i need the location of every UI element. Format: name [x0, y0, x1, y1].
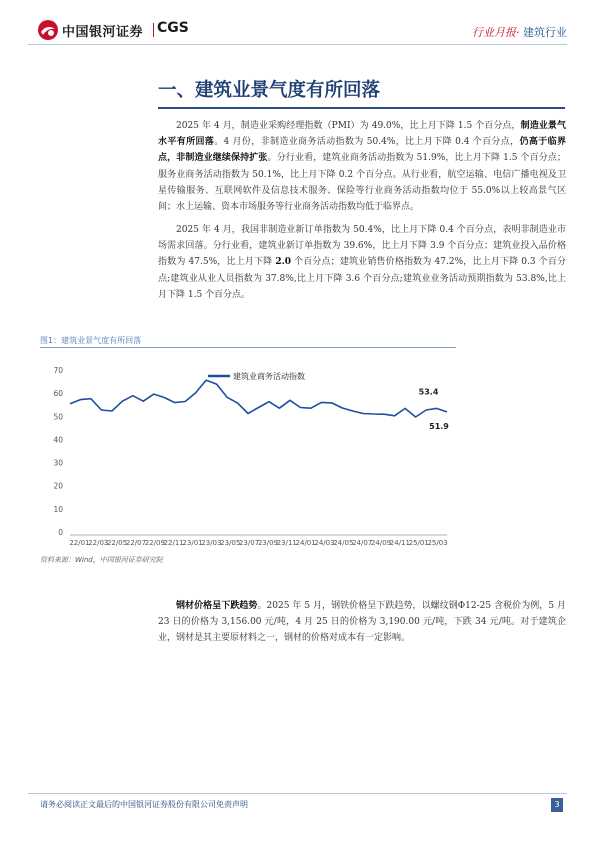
- x-tick-label: 22/11: [163, 539, 184, 547]
- figure-top-rule: [40, 347, 450, 348]
- x-tick-label: 24/07: [352, 539, 373, 547]
- y-tick-label: 70: [53, 366, 63, 375]
- series-line: [70, 380, 447, 417]
- data-label: 53.4: [418, 387, 439, 397]
- x-tick-label: 22/09: [144, 539, 165, 547]
- x-tick-label: 23/05: [220, 539, 241, 547]
- section-title: 一、建筑业景气度有所回落: [158, 80, 381, 101]
- x-tick-label: 23/11: [276, 539, 297, 547]
- text-bold: 制造业景气水平有所回落: [158, 121, 566, 148]
- text-run: 。分行业看，建筑业商务活动指数为 51.9%，比上月下降 1.5 个百分点；服务业商务活动指数为 50.1%，比上月下降 0.2 个百分点。从行业看，航空运输、电信广播电视及卫星传输服务、互联网软件及信息技术服务、保险等行业商务活动指数均位于 55.0%以上较高景气区间；水上运输、资本市场服务等行业商务活动指数均低于临界点。: [158, 153, 566, 213]
- y-tick-label: 10: [53, 504, 63, 514]
- x-tick-label: 25/03: [427, 539, 448, 547]
- y-tick-label: 20: [53, 481, 63, 491]
- report-type: 行业月报·: [472, 26, 520, 39]
- y-tick-label: 0: [58, 528, 63, 537]
- figure-caption: 图1：建筑业景气度有所回落: [40, 336, 142, 345]
- paragraph-new-orders: [158, 222, 566, 303]
- text-bold: 钢材价格呈下跌趋势: [176, 601, 258, 611]
- x-tick-label: 22/03: [88, 539, 109, 547]
- brand-divider: [153, 23, 154, 37]
- brand-logo-icon: [37, 19, 59, 41]
- x-tick-label: 25/01: [408, 539, 429, 547]
- industry-name: 建筑行业: [523, 26, 567, 39]
- footer-rule: [28, 793, 567, 794]
- text-run: 2025 年 4 月，制造业采购经理指数（PMI）为 49.0%，比上月下降 1.5 个百分点，: [176, 121, 521, 131]
- x-tick-label: 23/07: [238, 539, 260, 547]
- text-run: 。2025 年 5 月，钢铁价格呈下跌趋势，以螺纹钢Φ12-25 含税价为例，5 月 23 日的价格为 3,156.00 元/吨，4 月 25 日的价格为 3,190.00 元/吨，下跌 34 元/吨。对于建筑企业，钢材是其主要原材料之一，钢材的价格对成本有一定影响。: [158, 601, 566, 644]
- line-chart: [40, 350, 455, 555]
- x-tick-label: 24/09: [370, 539, 392, 547]
- x-tick-label: 24/03: [314, 539, 335, 547]
- x-tick-label: 24/11: [389, 539, 410, 547]
- x-tick-label: 23/03: [201, 539, 222, 547]
- y-tick-label: 60: [53, 389, 63, 399]
- x-tick-label: 22/07: [125, 539, 147, 547]
- y-tick-label: 50: [53, 412, 63, 422]
- figure-top-rule-end: [449, 347, 456, 348]
- text-run: 个百分点；建筑业销售价格指数为 47.2%，比上月下降 0.3 个百分点;建筑业从业人员指数为 37.8%,比上月下降 3.6 个百分点;建筑业业务活动预期指数为 53.8%,比上月下降 1.5 个百分点。: [158, 257, 566, 300]
- x-tick-label: 22/01: [69, 539, 90, 547]
- header-rule: [28, 44, 567, 45]
- x-tick-label: 24/01: [295, 539, 316, 547]
- section-title-rule: [158, 107, 565, 109]
- text-run: 。4 月份，非制造业商务活动指数为 50.4%，比上月下降 0.4 个百分点，: [214, 137, 520, 148]
- figure-source: 资料来源：Wind，中国银河证券研究院: [40, 556, 163, 564]
- brand-name-en: CGS: [157, 20, 189, 36]
- legend-label: 建筑业商务活动指数: [233, 372, 305, 381]
- brand-name-cn: 中国银河证券: [62, 25, 144, 40]
- paragraph-pmi: [158, 118, 566, 215]
- x-tick-label: 23/09: [257, 539, 279, 547]
- page-number: 3: [551, 798, 563, 812]
- x-tick-label: 23/01: [182, 539, 203, 547]
- text-run: 2025 年 4 月，我国非制造业新订单指数为 50.4%，比上月下降 0.4 个百分点，表明非制造业市场需求回落。分行业看，建筑业新订单指数为 39.6%，比上月下降 3.9 个百分点；建筑业投入品价格指数为 47.5%，比上月下降: [158, 225, 566, 268]
- text-bold: 2.0: [275, 257, 291, 268]
- footer-disclaimer: 请务必阅读正文最后的中国银河证券股份有限公司免责声明: [40, 800, 248, 809]
- text-bold: 仍高于临界点，非制造业继续保持扩张: [158, 137, 566, 164]
- x-tick-label: 22/05: [107, 539, 128, 547]
- data-label: 51.9: [429, 421, 449, 431]
- y-tick-label: 40: [53, 435, 63, 445]
- y-tick-label: 30: [53, 458, 63, 468]
- report-header-label: [472, 24, 567, 40]
- paragraph-steel-price: [158, 598, 566, 647]
- x-tick-label: 24/05: [333, 539, 354, 547]
